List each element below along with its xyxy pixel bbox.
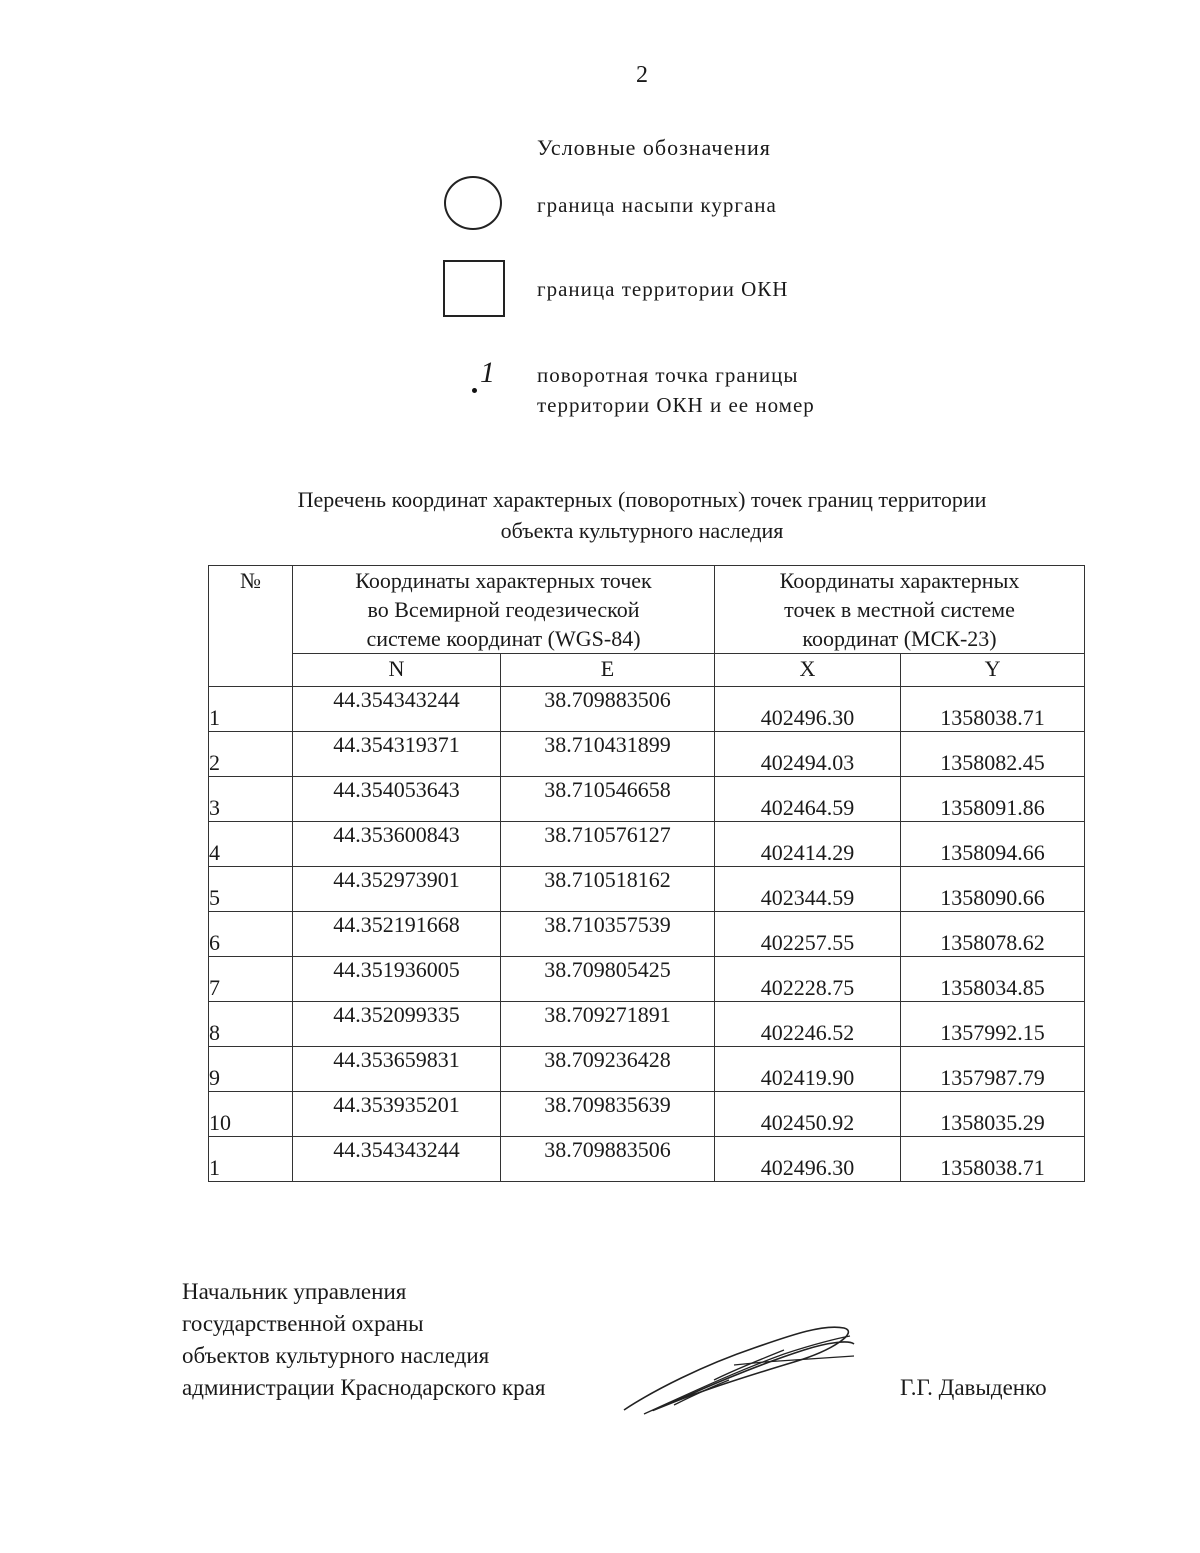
signatory-title-line1: Начальник управления bbox=[182, 1279, 407, 1304]
cell-x: 402464.59 bbox=[715, 777, 901, 822]
signatory-title-line2: государственной охраны bbox=[182, 1311, 424, 1336]
header-wgs84-line3: системе координат (WGS-84) bbox=[366, 626, 641, 651]
cell-n: 44.354343244 bbox=[293, 1137, 501, 1182]
cell-n: 44.354319371 bbox=[293, 732, 501, 777]
cell-n: 44.353600843 bbox=[293, 822, 501, 867]
header-col-x: X bbox=[715, 654, 901, 687]
cell-x: 402496.30 bbox=[715, 1137, 901, 1182]
turning-point-icon bbox=[462, 358, 502, 398]
cell-e: 38.710357539 bbox=[501, 912, 715, 957]
signatory-title-line3: объектов культурного наследия bbox=[182, 1343, 490, 1368]
legend-label-mound: граница насыпи кургана bbox=[537, 193, 777, 217]
header-col-e: E bbox=[501, 654, 715, 687]
cell-e: 38.710431899 bbox=[501, 732, 715, 777]
cell-e: 38.709236428 bbox=[501, 1047, 715, 1092]
cell-x: 402344.59 bbox=[715, 867, 901, 912]
header-wgs84-line1: Координаты характерных точек bbox=[355, 568, 652, 593]
cell-e: 38.709835639 bbox=[501, 1092, 715, 1137]
cell-num: 9 bbox=[209, 1047, 293, 1092]
cell-y: 1358038.71 bbox=[901, 1137, 1085, 1182]
header-msk23 bbox=[715, 566, 1085, 654]
signatory-title-line4: администрации Краснодарского края bbox=[182, 1375, 546, 1400]
cell-y: 1358091.86 bbox=[901, 777, 1085, 822]
cell-x: 402494.03 bbox=[715, 732, 901, 777]
cell-num: 3 bbox=[209, 777, 293, 822]
cell-e: 38.709805425 bbox=[501, 957, 715, 1002]
cell-n: 44.352973901 bbox=[293, 867, 501, 912]
table-row bbox=[209, 777, 1085, 822]
table-row bbox=[209, 1002, 1085, 1047]
cell-y: 1358035.29 bbox=[901, 1092, 1085, 1137]
cell-num: 2 bbox=[209, 732, 293, 777]
legend-label-territory: граница территории ОКН bbox=[537, 277, 789, 301]
cell-n: 44.353935201 bbox=[293, 1092, 501, 1137]
table-title bbox=[200, 484, 1084, 546]
table-row bbox=[209, 867, 1085, 912]
cell-y: 1358094.66 bbox=[901, 822, 1085, 867]
cell-e: 38.709883506 bbox=[501, 1137, 715, 1182]
signatory-name: Г.Г. Давыденко bbox=[900, 1375, 1047, 1400]
cell-y: 1357992.15 bbox=[901, 1002, 1085, 1047]
circle-outline-icon bbox=[444, 176, 502, 230]
cell-x: 402257.55 bbox=[715, 912, 901, 957]
table-row bbox=[209, 1047, 1085, 1092]
cell-y: 1357987.79 bbox=[901, 1047, 1085, 1092]
cell-y: 1358082.45 bbox=[901, 732, 1085, 777]
cell-x: 402228.75 bbox=[715, 957, 901, 1002]
table-row bbox=[209, 1092, 1085, 1137]
cell-e: 38.710546658 bbox=[501, 777, 715, 822]
cell-x: 402414.29 bbox=[715, 822, 901, 867]
legend-title: Условные обозначения bbox=[537, 135, 771, 160]
cell-x: 402419.90 bbox=[715, 1047, 901, 1092]
cell-num: 4 bbox=[209, 822, 293, 867]
cell-n: 44.353659831 bbox=[293, 1047, 501, 1092]
cell-n: 44.352099335 bbox=[293, 1002, 501, 1047]
cell-num: 7 bbox=[209, 957, 293, 1002]
cell-x: 402496.30 bbox=[715, 687, 901, 732]
table-title-line2: объекта культурного наследия bbox=[500, 518, 784, 543]
cell-n: 44.351936005 bbox=[293, 957, 501, 1002]
cell-e: 38.710576127 bbox=[501, 822, 715, 867]
legend-label-point-line2: территории ОКН и ее номер bbox=[537, 393, 815, 417]
cell-n: 44.354343244 bbox=[293, 687, 501, 732]
table-title-line1: Перечень координат характерных (поворотных) точек границ территории bbox=[297, 487, 987, 512]
coordinates-table-body bbox=[209, 687, 1085, 1182]
table-row bbox=[209, 912, 1085, 957]
header-wgs84-line2: во Всемирной геодезической bbox=[367, 597, 640, 622]
cell-y: 1358034.85 bbox=[901, 957, 1085, 1002]
table-row bbox=[209, 732, 1085, 777]
legend-label-point bbox=[537, 360, 815, 420]
coordinates-table bbox=[208, 565, 1085, 1182]
table-row bbox=[209, 957, 1085, 1002]
cell-e: 38.709271891 bbox=[501, 1002, 715, 1047]
cell-num: 10 bbox=[209, 1092, 293, 1137]
cell-x: 402450.92 bbox=[715, 1092, 901, 1137]
cell-y: 1358038.71 bbox=[901, 687, 1085, 732]
header-col-n: N bbox=[293, 654, 501, 687]
signatory-title bbox=[182, 1276, 545, 1404]
cell-num: 1 bbox=[209, 1137, 293, 1182]
cell-x: 402246.52 bbox=[715, 1002, 901, 1047]
cell-y: 1358090.66 bbox=[901, 867, 1085, 912]
table-row bbox=[209, 822, 1085, 867]
cell-n: 44.352191668 bbox=[293, 912, 501, 957]
header-msk23-line2: точек в местной системе bbox=[784, 597, 1015, 622]
cell-e: 38.710518162 bbox=[501, 867, 715, 912]
header-wgs84 bbox=[293, 566, 715, 654]
header-col-y: Y bbox=[901, 654, 1085, 687]
table-row bbox=[209, 1137, 1085, 1182]
cell-num: 5 bbox=[209, 867, 293, 912]
cell-e: 38.709883506 bbox=[501, 687, 715, 732]
table-row bbox=[209, 687, 1085, 732]
handwritten-signature bbox=[614, 1310, 864, 1420]
square-outline-icon bbox=[443, 260, 505, 317]
header-msk23-line3: координат (МСК-23) bbox=[802, 626, 997, 651]
header-msk23-line1: Координаты характерных bbox=[779, 568, 1020, 593]
cell-n: 44.354053643 bbox=[293, 777, 501, 822]
page-number: 2 bbox=[636, 62, 648, 88]
header-number: № bbox=[209, 566, 293, 687]
legend-label-point-line1: поворотная точка границы bbox=[537, 363, 799, 387]
cell-num: 1 bbox=[209, 687, 293, 732]
cell-y: 1358078.62 bbox=[901, 912, 1085, 957]
cell-num: 6 bbox=[209, 912, 293, 957]
turning-point-marker: 1 bbox=[480, 356, 495, 389]
cell-num: 8 bbox=[209, 1002, 293, 1047]
